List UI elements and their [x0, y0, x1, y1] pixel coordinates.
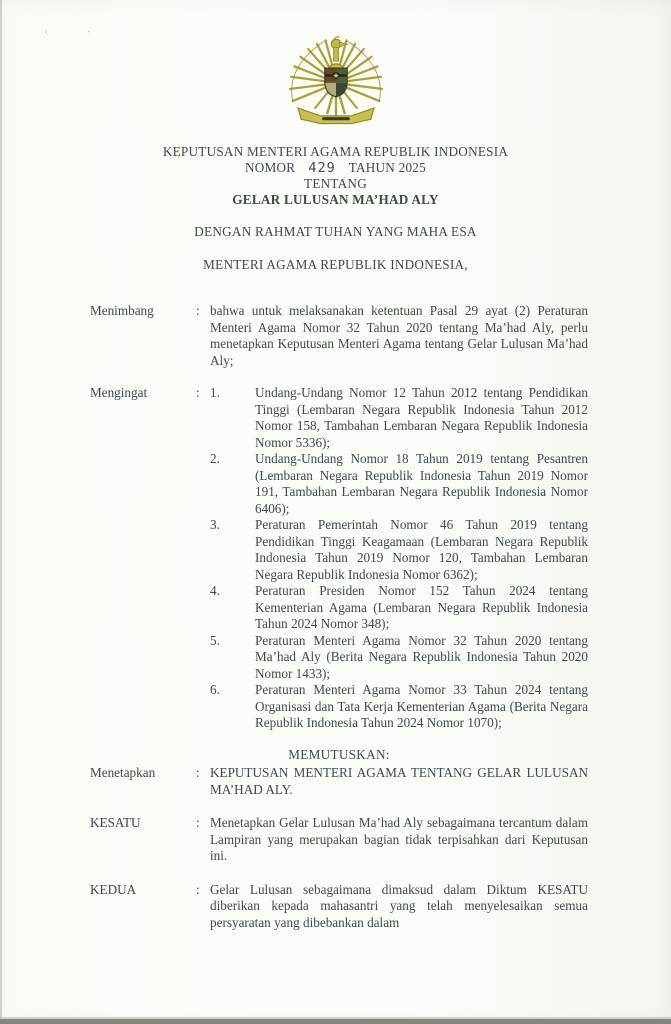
considerations-text: bahwa untuk melaksanakan ketentuan Pasal 29 ayat (2) Peraturan Menteri Agama Nomor 32 Tahun 2020 tentang Ma’had Aly, perlu menetapkan Keputusan Menteri Agama tentang Gelar Lulusan Ma’had Aly;: [210, 303, 588, 368]
legal-basis-label: Mengingat: [90, 385, 148, 400]
handwritten-stray-marks: ‹ .: [43, 19, 109, 39]
item-number: 5.: [210, 632, 220, 648]
decision-heading: MEMUTUSKAN:: [288, 746, 390, 762]
legal-basis-item: [210, 385, 588, 451]
tahun-label: TAHUN 2025: [348, 160, 426, 175]
colon-separator: :: [196, 385, 200, 400]
colon-separator: :: [196, 765, 200, 780]
legal-basis-item: [210, 517, 588, 583]
item-text: Undang-Undang Nomor 18 Tahun 2019 tentang Pesantren (Lembaran Negara Republik Indonesia Tahun 2019 Nomor 191, Tambahan Lembaran Negara Republik Indonesia Nomor 6406);: [255, 451, 588, 516]
decree-heading: [0, 144, 671, 273]
item-number: 6.: [210, 682, 220, 697]
item-number: 1.: [210, 385, 220, 400]
legal-basis-section: [90, 385, 588, 732]
dictum-kesatu: [90, 815, 588, 865]
dictum-label: Menetapkan: [90, 765, 156, 780]
legal-basis-list: [210, 385, 588, 732]
dictum-text: Menetapkan Gelar Lulusan Ma’had Aly sebagaimana tercantum dalam Lampiran yang merupakan bagian tidak terpisahkan dari Keputusan ini.: [210, 815, 588, 863]
item-text: Peraturan Presiden Nomor 152 Tahun 2024 tentang Kementerian Agama (Lembaran Negara Republik Indonesia Tahun 2024 Nomor 348);: [255, 583, 588, 631]
garuda-pancasila-emblem: [284, 30, 388, 134]
legal-basis-item: [210, 682, 588, 732]
decree-number-line: [0, 160, 671, 176]
invocation-line: DENGAN RAHMAT TUHAN YANG MAHA ESA: [194, 224, 477, 239]
colon-separator: :: [196, 303, 200, 318]
colon-separator: :: [196, 815, 200, 830]
scan-left-edge-artifact: [0, 0, 2, 1024]
nomor-label: NOMOR: [245, 160, 296, 175]
tentang-label: TENTANG: [304, 176, 367, 191]
item-text: Peraturan Menteri Agama Nomor 32 Tahun 2020 tentang Ma’had Aly (Berita Negara Republik Indonesia Tahun 2020 Nomor 1433);: [255, 632, 588, 681]
item-text: Undang-Undang Nomor 12 Tahun 2012 tentang Pendidikan Tinggi (Lembaran Negara Republik Indonesia Tahun 2012 Nomor 158, Tambahan Lembaran Negara Republik Indonesia Nomor 5336);: [255, 385, 588, 450]
colon-separator: :: [196, 881, 200, 897]
item-number: 2.: [210, 451, 220, 466]
nomor-value: 429: [308, 159, 336, 176]
dictum-kedua: [90, 882, 588, 932]
legal-basis-item: [210, 451, 588, 517]
item-number: 4.: [210, 583, 220, 598]
decree-title: KEPUTUSAN MENTERI AGAMA REPUBLIK INDONESIA: [162, 144, 509, 159]
dictum-menetapkan: [90, 765, 588, 798]
legal-basis-item: [210, 583, 588, 633]
dictum-text: KEPUTUSAN MENTERI AGAMA TENTANG GELAR LULUSAN MA’HAD ALY.: [210, 765, 588, 797]
decree-subject: GELAR LULUSAN MA’HAD ALY: [232, 192, 439, 207]
dictum-text: Gelar Lulusan sebagaimana dimaksud dalam Diktum KESATU diberikan kepada mahasantri yang telah menyelesaikan semua persyaratan yang dibebankan dalam: [210, 881, 588, 930]
issuer-line: MENTERI AGAMA REPUBLIK INDONESIA,: [203, 257, 468, 272]
item-number: 3.: [210, 517, 220, 532]
dictum-label: KESATU: [90, 815, 141, 830]
scan-bottom-edge-artifact: [0, 1019, 671, 1024]
item-text: Peraturan Pemerintah Nomor 46 Tahun 2019 tentang Pendidikan Tinggi Keagamaan (Lembaran Negara Republik Indonesia Tahun 2019 Nomor 120, Tambahan Lembaran Negara Republik Indonesia Nomor 6362);: [255, 517, 588, 582]
legal-basis-item: [210, 633, 588, 683]
item-text: Peraturan Menteri Agama Nomor 33 Tahun 2024 tentang Organisasi dan Tata Kerja Kementerian Agama (Berita Negara Republik Indonesia Tahun 2024 Nomor 1070);: [255, 682, 588, 730]
considerations-section: [90, 303, 588, 369]
dictum-label: KEDUA: [90, 881, 137, 897]
considerations-label: Menimbang: [90, 303, 154, 318]
decree-body: [90, 303, 588, 931]
bhinneka-tunggal-ika-motto: [322, 117, 350, 120]
